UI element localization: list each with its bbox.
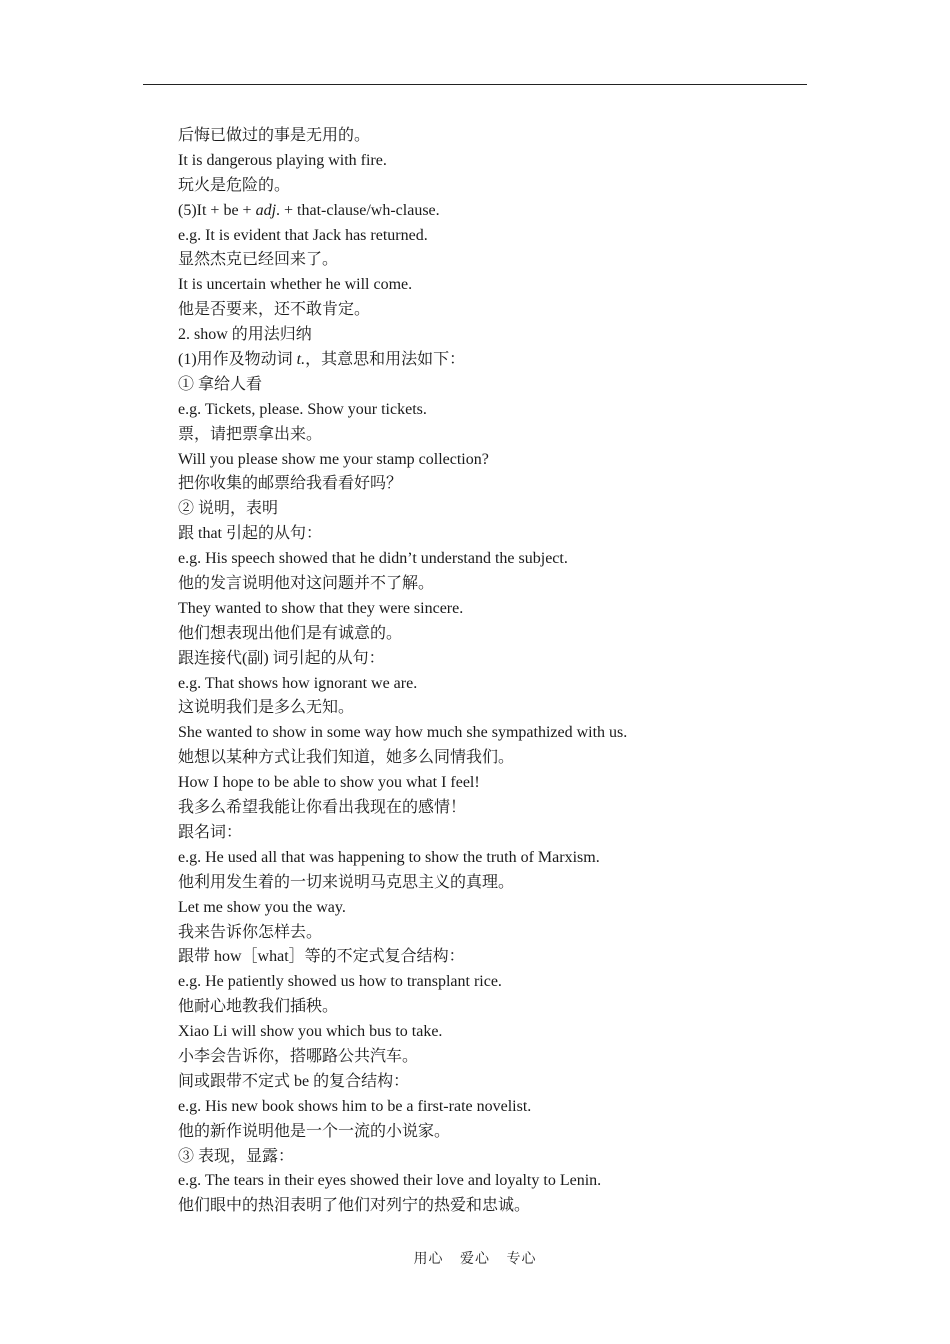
pattern-italic: adj [255, 201, 277, 219]
text-line: 玩火是危险的。 [178, 176, 291, 194]
text-line: 她想以某种方式让我们知道，她多么同情我们。 [178, 749, 515, 767]
text-line: 他的新作说明他是一个一流的小说家。 [178, 1122, 451, 1140]
text-line: 票，请把票拿出来。 [178, 425, 323, 443]
text-line: 小李会告诉你，搭哪路公共汽车。 [178, 1047, 419, 1065]
meaning-heading: ② 说明，表明 [178, 500, 279, 518]
example-sentence: e.g. Tickets, please. Show your tickets. [178, 400, 427, 418]
pattern-heading [178, 199, 818, 224]
page-footer [0, 1248, 950, 1268]
text-line: 这说明我们是多么无知。 [178, 699, 355, 717]
example-sentence: e.g. His speech showed that he didn’t understand the subject. [178, 550, 568, 568]
text-line: 他利用发生着的一切来说明马克思主义的真理。 [178, 873, 515, 891]
example-sentence: Will you please show me your stamp collection? [178, 450, 489, 468]
text-line: 把你收集的邮票给我看看好吗？ [178, 475, 403, 493]
example-sentence: e.g. It is evident that Jack has returned. [178, 226, 428, 244]
subsection-heading [178, 348, 818, 373]
example-sentence: It is uncertain whether he will come. [178, 276, 413, 294]
example-sentence: It is dangerous playing with fire. [178, 151, 387, 169]
example-sentence: e.g. That shows how ignorant we are. [178, 674, 418, 692]
example-sentence: They wanted to show that they were sincere. [178, 599, 464, 617]
example-sentence: Xiao Li will show you which bus to take. [178, 1023, 443, 1041]
usage-label: 跟 that 引起的从句： [178, 525, 322, 543]
example-sentence: e.g. The tears in their eyes showed their love and loyalty to Lenin. [178, 1172, 602, 1190]
example-sentence: e.g. He used all that was happening to show the truth of Marxism. [178, 848, 600, 866]
meaning-heading: ① 拿给人看 [178, 375, 263, 393]
example-sentence: She wanted to show in some way how much she sympathized with us. [178, 724, 628, 742]
pattern-prefix: (5)It + be + [178, 201, 256, 219]
footer-word: 专心 [506, 1252, 537, 1267]
subsection-suffix: ，其意思和用法如下： [305, 351, 466, 369]
example-sentence: Let me show you the way. [178, 898, 346, 916]
usage-label: 间或跟带不定式 be 的复合结构： [178, 1072, 410, 1090]
subsection-prefix: (1)用作及物动词 [178, 351, 297, 369]
meaning-heading: ③ 表现，显露： [178, 1147, 295, 1165]
footer-word: 爱心 [460, 1252, 490, 1267]
text-line: 他是否要来，还不敢肯定。 [178, 301, 371, 319]
section-heading: 2. show 的用法归纳 [178, 326, 312, 344]
text-line: 他的发言说明他对这问题并不了解。 [178, 575, 435, 593]
header-rule [143, 84, 807, 85]
text-line: 我来告诉你怎样去。 [178, 923, 323, 941]
example-sentence: How I hope to be able to show you what I feel! [178, 774, 480, 792]
text-line: 显然杰克已经回来了。 [178, 251, 339, 269]
example-sentence: e.g. His new book shows him to be a first-rate novelist. [178, 1097, 532, 1115]
usage-label: 跟连接代(副) 词引起的从句： [178, 649, 385, 667]
pattern-suffix: . + that-clause/wh-clause. [276, 201, 440, 219]
text-line: 他们眼中的热泪表明了他们对列宁的热爱和忠诚。 [178, 1197, 531, 1215]
footer-word: 用心 [413, 1252, 444, 1267]
text-line: 后悔已做过的事是无用的。 [178, 127, 371, 144]
text-line: 他们想表现出他们是有诚意的。 [178, 624, 403, 642]
document-body [178, 124, 818, 1219]
usage-label: 跟名词： [178, 823, 243, 841]
example-sentence: e.g. He patiently showed us how to transplant rice. [178, 973, 502, 991]
text-line: 他耐心地教我们插秧。 [178, 998, 339, 1016]
text-line: 我多么希望我能让你看出我现在的感情！ [178, 799, 467, 817]
subsection-italic: t. [296, 351, 306, 369]
usage-label: 跟带 how［what］等的不定式复合结构： [178, 948, 465, 966]
